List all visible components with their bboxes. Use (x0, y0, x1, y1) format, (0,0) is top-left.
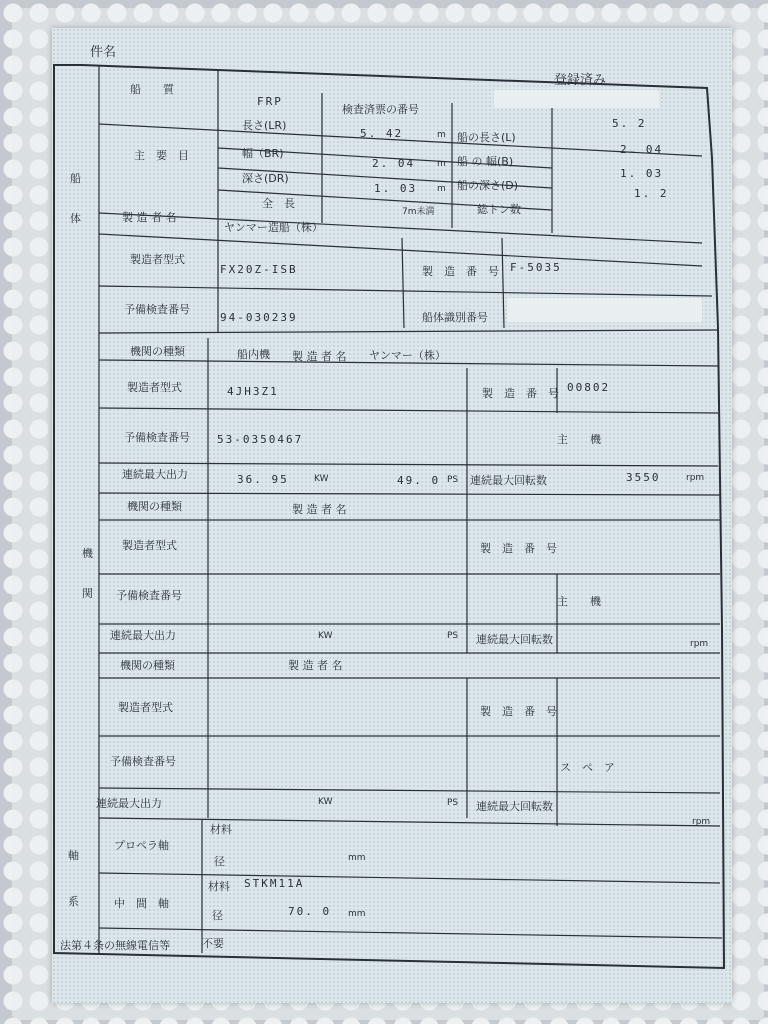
depth-r-label: 深さ(DR) (242, 172, 289, 185)
breadth-r-value: 2. 04 (372, 157, 416, 170)
engine2-preinspect-label: 予備検査番号 (116, 589, 182, 602)
engine3-maker-label: 製 造 者 名 (288, 659, 343, 672)
depth-r-unit: m (437, 184, 446, 194)
engine1-kind-value: 船内機 (237, 348, 270, 361)
inspection-cert-label: 検査済票の番号 (342, 103, 419, 116)
redacted-box (494, 90, 659, 108)
engine1-kw-unit: KW (314, 474, 329, 484)
engine1-ps-value: 49. 0 (397, 474, 441, 487)
engine1-output-label: 連続最大出力 (122, 468, 188, 481)
article4-value: 不要 (202, 937, 224, 950)
shaft-side-label-2: 系 (68, 895, 79, 908)
engine2-rpm-label: 連続最大回転数 (476, 633, 553, 646)
mid-diameter-unit: mm (348, 909, 366, 919)
mid-shaft-label: 中 間 軸 (114, 897, 169, 910)
length-r-unit: m (437, 130, 446, 140)
engine2-role: 主 機 (557, 595, 601, 608)
engine1-role: 主 機 (557, 433, 601, 446)
engine1-rpm-unit: rpm (686, 473, 705, 483)
material-value: FRP (257, 95, 283, 108)
engine3-output-label: 連続最大出力 (96, 797, 162, 810)
engine3-ps-unit: PS (447, 798, 459, 808)
hull-serial-label: 製 造 番 号 (422, 265, 499, 278)
prop-diameter-label: 径 (214, 855, 225, 868)
hull-preinspect-label: 予備検査番号 (124, 303, 190, 316)
status-label: 登録済み (554, 73, 607, 88)
engine-side-label-2: 関 (82, 587, 93, 600)
engine2-kw-unit: KW (318, 631, 333, 641)
engine3-preinspect-label: 予備検査番号 (110, 755, 176, 768)
breadth-r-label: 幅（BR) (242, 147, 284, 160)
manufacturer-label: 製 造 者 名 (122, 211, 177, 224)
doc-title: 件名 (90, 45, 117, 60)
ship-length-value: 5. 2 (612, 117, 647, 130)
engine1-model-value: 4JH3Z1 (227, 385, 279, 398)
gross-tonnage-value: 1. 2 (634, 187, 669, 200)
ship-length-label: 船の長さ(L) (457, 131, 516, 144)
engine2-model-label: 製造者型式 (122, 539, 177, 552)
article4-label: 法第４条の無線電信等 (60, 939, 170, 952)
engine1-model-label: 製造者型式 (127, 381, 182, 394)
hull-model-label: 製造者型式 (130, 253, 185, 266)
ship-depth-label: 船の深さ(D) (457, 179, 519, 192)
hull-model-value: FX20Z-ISB (220, 263, 298, 276)
engine3-rpm-unit: rpm (692, 817, 711, 827)
length-r-label: 長さ(LR) (242, 119, 287, 132)
manufacturer-value: ヤンマー造船（株） (224, 221, 323, 234)
overall-length-value: 7m未満 (402, 207, 435, 217)
engine2-ps-unit: PS (447, 631, 459, 641)
mid-material-label: 材料 (208, 880, 230, 893)
ship-breadth-value: 2. 04 (620, 143, 664, 156)
breadth-r-unit: m (437, 159, 446, 169)
material-label: 船 質 (130, 83, 174, 96)
depth-r-value: 1. 03 (374, 182, 418, 195)
engine2-output-label: 連続最大出力 (110, 629, 176, 642)
prop-diameter-unit: mm (348, 853, 366, 863)
engine-side-label-1: 機 (82, 547, 93, 560)
ship-depth-value: 1. 03 (620, 167, 664, 180)
hull-id-label: 船体識別番号 (422, 311, 488, 324)
engine1-serial-label: 製 造 番 号 (482, 387, 559, 400)
engine3-model-label: 製造者型式 (118, 701, 173, 714)
engine3-rpm-label: 連続最大回転数 (476, 800, 553, 813)
mid-material-value: STKM11A (244, 877, 305, 890)
engine1-maker-value: ヤンマー（株） (369, 349, 446, 362)
engine1-maker-label: 製 造 者 名 (292, 350, 347, 363)
engine2-maker-label: 製 造 者 名 (292, 503, 347, 516)
engine1-preinspect-value: 53-0350467 (217, 433, 304, 446)
engine2-rpm-unit: rpm (690, 639, 709, 649)
engine1-rpm-label: 連続最大回転数 (470, 474, 547, 487)
ship-breadth-label: 船 の 幅(B) (457, 155, 514, 168)
engine1-ps-unit: PS (447, 475, 459, 485)
engine3-role: ス ペ ア (560, 761, 615, 774)
engine3-serial-label: 製 造 番 号 (480, 705, 557, 718)
registration-document (52, 28, 732, 1003)
prop-material-label: 材料 (210, 823, 232, 836)
engine2-serial-label: 製 造 番 号 (480, 542, 557, 555)
engine1-serial-value: 00802 (567, 381, 611, 394)
hull-serial-value: F-5035 (510, 261, 562, 274)
main-dims-label: 主 要 目 (134, 149, 189, 162)
mid-diameter-value: 70. 0 (288, 905, 332, 918)
engine1-kw-value: 36. 95 (237, 473, 289, 486)
engine3-kw-unit: KW (318, 797, 333, 807)
gross-tonnage-label: 総トン数 (477, 203, 521, 216)
length-r-value: 5. 42 (360, 127, 404, 140)
hull-id-redacted (507, 298, 702, 322)
engine1-preinspect-label: 予備検査番号 (124, 431, 190, 444)
hull-side-label-2: 体 (70, 212, 81, 225)
hull-side-label-1: 船 (70, 172, 81, 185)
overall-length-label: 全 長 (262, 197, 295, 210)
engine1-kind-label: 機関の種類 (130, 345, 185, 358)
engine2-kind-label: 機関の種類 (127, 500, 182, 513)
engine1-rpm-value: 3550 (626, 471, 661, 484)
hull-preinspect-value: 94-030239 (220, 311, 298, 324)
engine3-kind-label: 機関の種類 (120, 659, 175, 672)
prop-shaft-label: プロペラ軸 (114, 839, 169, 852)
shaft-side-label-1: 軸 (68, 849, 79, 862)
mid-diameter-label: 径 (212, 909, 223, 922)
